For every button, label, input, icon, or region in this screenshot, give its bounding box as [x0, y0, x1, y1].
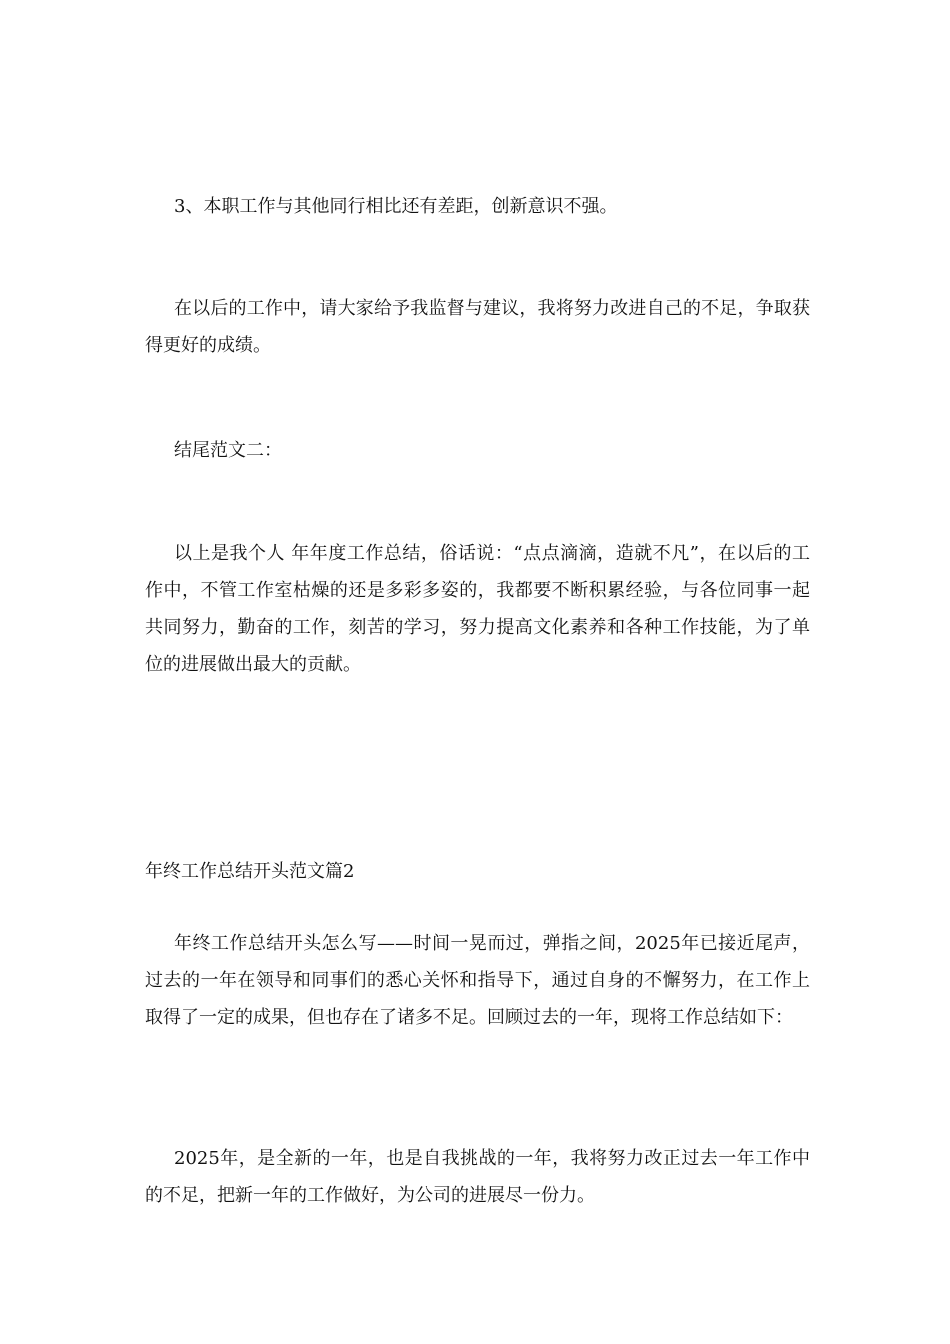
paragraph-opening-sample: 年终工作总结开头怎么写——时间一晃而过，弹指之间，2025年已接近尾声，过去的一年在领导和同事们的悉心关怀和指导下，通过自身的不懈努力，在工作上取得了一定的成果，但也存在了诸多不足。回顾过去的一年，现将工作总结如下： [145, 933, 810, 1028]
paragraph-future-work: 在以后的工作中，请大家给予我监督与建议，我将努力改进自己的不足，争取获得更好的成绩。 [145, 298, 810, 356]
paragraph-shortcoming-3: 3、本职工作与其他同行相比还有差距，创新意识不强。 [174, 196, 618, 217]
paragraph-new-year-plan: 2025年，是全新的一年，也是自我挑战的一年，我将努力改正过去一年工作中的不足，把新一年的工作做好，为公司的进展尽一份力。 [145, 1148, 810, 1206]
paragraph-ending-sample-2-body: 以上是我个人 年年度工作总结，俗话说：“点点滴滴，造就不凡”，在以后的工作中，不管工作室枯燥的还是多彩多姿的，我都要不断积累经验，与各位同事一起共同努力，勤奋的工作，刻苦的学习，努力提高文化素养和各种工作技能，为了单位的进展做出最大的贡献。 [145, 543, 810, 675]
section-heading: 年终工作总结开头范文篇2 [145, 861, 355, 882]
paragraph-ending-sample-2-label: 结尾范文二： [174, 440, 282, 461]
